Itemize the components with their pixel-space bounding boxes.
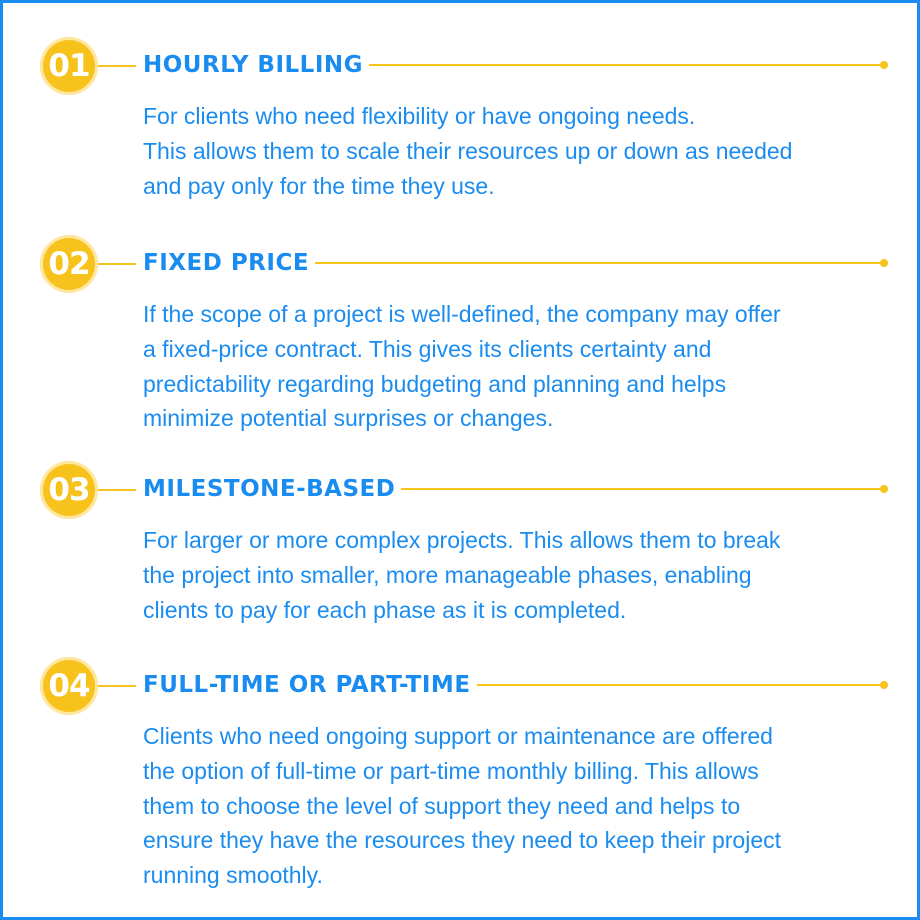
rule-end-dot [880,485,888,493]
badge-number: 01 [48,48,90,84]
header-rule [401,488,885,490]
section-header [143,474,885,504]
rule-end-dot [880,681,888,689]
section-title: FULL-TIME OR PART-TIME [143,672,471,698]
rule-end-dot [880,61,888,69]
header-rule [477,684,885,686]
section-description: Clients who need ongoing support or maintenance are offered the option of full-time or part-time monthly billing. This allows them to choose the level of support they need and helps to ensure they have the resources they need to keep their project running smoothly. [143,723,782,889]
header-rule [315,262,885,264]
number-badge [40,37,98,95]
section-description: For clients who need flexibility or have ongoing needs. This allows them to scale their resources up or down as needed and pay only for the time they use. [143,103,793,199]
section-header [143,50,885,80]
badge-connector [98,65,136,67]
number-badge [40,461,98,519]
section-title: FIXED PRICE [143,250,310,276]
section-header [143,248,885,278]
badge-number: 03 [48,472,90,508]
section-description: If the scope of a project is well-defined, the company may offer a fixed-price contract. This gives its clients certainty and predictability regarding budgeting and planning and helps minimize potential surprises or changes. [143,301,781,432]
number-badge [40,235,98,293]
header-rule [369,64,885,66]
number-badge [40,657,98,715]
badge-connector [98,489,136,491]
section-header [143,670,885,700]
badge-connector [98,263,136,265]
section-description: For larger or more complex projects. This allows them to break the project into smaller, more manageable phases, enabling clients to pay for each phase as it is completed. [143,527,781,623]
section-title: MILESTONE-BASED [143,476,396,502]
badge-connector [98,685,136,687]
rule-end-dot [880,259,888,267]
badge-number: 04 [48,668,90,704]
section-title: HOURLY BILLING [143,52,364,78]
badge-number: 02 [48,246,90,282]
